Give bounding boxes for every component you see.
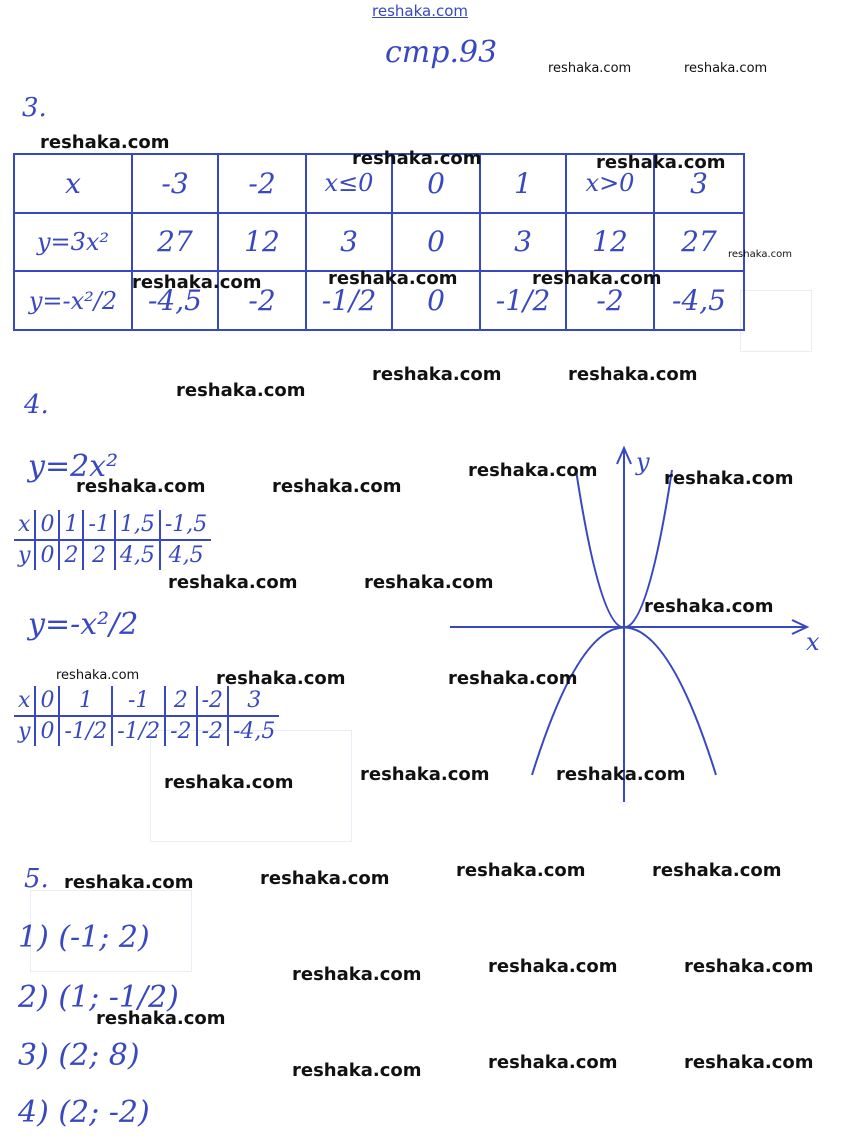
table-row: [14, 540, 211, 570]
table-cell: 3: [306, 213, 392, 272]
table-cell: 27: [654, 213, 744, 272]
table-cell: -1: [83, 510, 114, 540]
task4-table-1: [14, 510, 211, 570]
site-link-top[interactable]: reshaka.com: [372, 2, 468, 20]
watermark: reshaka.com: [76, 476, 206, 497]
watermark: reshaka.com: [728, 249, 792, 260]
table-cell: x: [14, 686, 35, 716]
watermark: reshaka.com: [652, 860, 782, 881]
watermark: reshaka.com: [168, 572, 298, 593]
watermark: reshaka.com: [684, 956, 814, 977]
watermark: reshaka.com: [292, 964, 422, 985]
watermark: reshaka.com: [684, 61, 768, 76]
watermark: reshaka.com: [64, 872, 194, 893]
task3-table: [13, 153, 745, 331]
table-cell: 0: [392, 213, 480, 272]
page-label: стр.93: [385, 35, 498, 70]
watermark: reshaka.com: [548, 61, 632, 76]
watermark: reshaka.com: [360, 764, 490, 785]
table-cell: 2: [165, 686, 196, 716]
table-cell: 1: [59, 510, 83, 540]
watermark: reshaka.com: [488, 956, 618, 977]
watermark: reshaka.com: [568, 364, 698, 385]
table-row: [14, 686, 279, 716]
graph-y-label: y: [636, 448, 650, 476]
task5-answer: 2) (1; -1/2): [18, 980, 179, 1015]
table-cell: -1,5: [160, 510, 211, 540]
watermark: reshaka.com: [468, 460, 598, 481]
table-row: [14, 213, 744, 272]
table-cell: 3: [654, 154, 744, 213]
table-cell: -2: [566, 271, 654, 330]
table-cell: -1: [112, 686, 165, 716]
table-cell: -4,5: [132, 271, 218, 330]
watermark: reshaka.com: [56, 668, 140, 683]
table-cell: -1/2: [480, 271, 566, 330]
task5-answer: 4) (2; -2): [18, 1095, 150, 1130]
table-cell: y=3x²: [14, 213, 132, 272]
table-cell: 2: [83, 540, 114, 570]
watermark: reshaka.com: [352, 148, 482, 169]
table-cell: -2: [165, 716, 196, 746]
watermark: reshaka.com: [684, 1052, 814, 1073]
task4-number: 4.: [24, 390, 49, 420]
watermark: reshaka.com: [216, 668, 346, 689]
watermark: reshaka.com: [292, 1060, 422, 1081]
table-cell: x>0: [566, 154, 654, 213]
table-cell: 12: [218, 213, 306, 272]
table-cell: -2: [197, 716, 228, 746]
watermark: reshaka.com: [488, 1052, 618, 1073]
watermark: reshaka.com: [532, 268, 662, 289]
watermark: reshaka.com: [456, 860, 586, 881]
task5-answer: 1) (-1; 2): [18, 920, 150, 955]
watermark: reshaka.com: [176, 380, 306, 401]
table-cell: 1,5: [115, 510, 160, 540]
table-cell: -4,5: [654, 271, 744, 330]
table-row: [14, 716, 279, 746]
task5-answer: 3) (2; 8): [18, 1038, 140, 1073]
table-cell: 3: [228, 686, 279, 716]
parabola-graph: [440, 440, 840, 810]
table-cell: 0: [35, 510, 59, 540]
watermark: reshaka.com: [164, 772, 294, 793]
table-cell: -2: [218, 154, 306, 213]
table-cell: 1: [59, 686, 112, 716]
table-cell: -2: [197, 686, 228, 716]
table-cell: -1/2: [59, 716, 112, 746]
task4-table-2: [14, 686, 279, 746]
watermark: reshaka.com: [272, 476, 402, 497]
task3-number: 3.: [22, 93, 47, 123]
table-cell: x: [14, 154, 132, 213]
table-cell: y=-x²/2: [14, 271, 132, 330]
watermark: reshaka.com: [448, 668, 578, 689]
task4-function-1: y=2x²: [28, 449, 119, 484]
watermark: reshaka.com: [364, 572, 494, 593]
table-row: [14, 510, 211, 540]
watermark: reshaka.com: [556, 764, 686, 785]
table-cell: 0: [392, 154, 480, 213]
table-cell: -3: [132, 154, 218, 213]
watermark: reshaka.com: [40, 132, 170, 153]
table-cell: 4,5: [160, 540, 211, 570]
table-cell: -4,5: [228, 716, 279, 746]
table-cell: 27: [132, 213, 218, 272]
table-cell: 3: [480, 213, 566, 272]
table-cell: 0: [35, 540, 59, 570]
faint-grid: [740, 290, 812, 352]
watermark: reshaka.com: [132, 272, 262, 293]
table-cell: 0: [392, 271, 480, 330]
table-cell: 2: [59, 540, 83, 570]
watermark: reshaka.com: [644, 596, 774, 617]
table-cell: -2: [218, 271, 306, 330]
table-cell: x: [14, 510, 35, 540]
table-cell: -1/2: [306, 271, 392, 330]
table-cell: y: [18, 543, 31, 568]
watermark: reshaka.com: [260, 868, 390, 889]
watermark: reshaka.com: [96, 1008, 226, 1029]
watermark: reshaka.com: [328, 268, 458, 289]
table-cell: 1: [480, 154, 566, 213]
watermark: reshaka.com: [596, 152, 726, 173]
table-cell: 0: [35, 716, 59, 746]
table-cell: y: [18, 719, 31, 744]
table-cell: 4,5: [115, 540, 160, 570]
watermark: reshaka.com: [372, 364, 502, 385]
task5-number: 5.: [24, 864, 49, 894]
table-cell: 12: [566, 213, 654, 272]
table-cell: x≤0: [306, 154, 392, 213]
table-cell: 0: [35, 686, 59, 716]
task4-function-2: y=-x²/2: [28, 607, 139, 642]
table-cell: -1/2: [112, 716, 165, 746]
graph-x-label: x: [806, 628, 820, 656]
watermark: reshaka.com: [664, 468, 794, 489]
